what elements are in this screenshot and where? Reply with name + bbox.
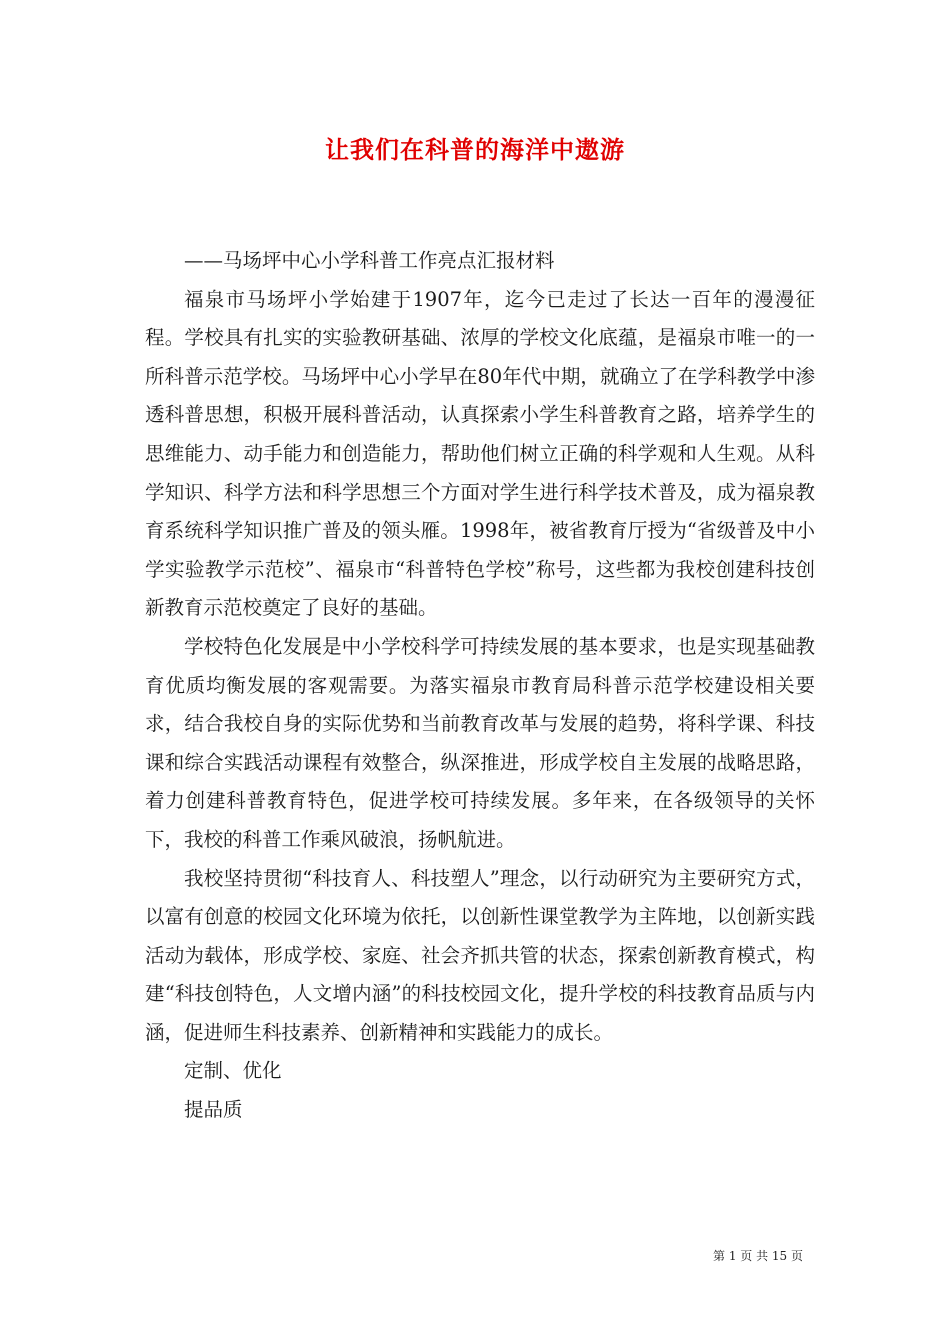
document-body	[145, 242, 815, 1130]
paragraph-1: 福泉市马场坪小学始建于1907年，迄今已走过了长达一百年的漫漫征程。学校具有扎实的实验教研基础、浓厚的学校文化底蕴，是福泉市唯一的一所科普示范学校。马场坪中心小学早在80年代中期，就确立了在学科教学中渗透科普思想，积极开展科普活动，认真探索小学生科普教育之路，培养学生的思维能力、动手能力和创造能力，帮助他们树立正确的科学观和人生观。从科学知识、科学方法和科学思想三个方面对学生进行科学技术普及，成为福泉教育系统科学知识推广普及的领头雁。1998年，被省教育厅授为“省级普及中小学实验教学示范校”、福泉市“科普特色学校”称号，这些都为我校创建科技创新教育示范校奠定了良好的基础。	[145, 287, 815, 620]
paragraph-4: 定制、优化	[184, 1059, 282, 1083]
paragraph-2: 学校特色化发展是中小学校科学可持续发展的基本要求，也是实现基础教育优质均衡发展的客观需要。为落实福泉市教育局科普示范学校建设相关要求，结合我校自身的实际优势和当前教育改革与发展的趋势，将科学课、科技课和综合实践活动课程有效整合，纵深推进，形成学校自主发展的战略思路，着力创建科普教育特色，促进学校可持续发展。多年来，在各级领导的关怀下，我校的科普工作乘风破浪，扬帆航进。	[145, 634, 815, 851]
document-title: 让我们在科普的海洋中遨游	[325, 135, 625, 164]
subtitle-line: ——马场坪中心小学科普工作亮点汇报材料	[184, 249, 555, 272]
page-number-footer: 第 1 页 共 15 页	[713, 1249, 803, 1263]
paragraph-5: 提品质	[184, 1098, 243, 1122]
paragraph-3: 我校坚持贯彻“科技育人、科技塑人”理念，以行动研究为主要研究方式，以富有创意的校园文化环境为依托，以创新性课堂教学为主阵地，以创新实践活动为载体，形成学校、家庭、社会齐抓共管的状态，探索创新教育模式，构建“科技创特色，人文增内涵”的科技校园文化，提升学校的科技教育品质与内涵，促进师生科技素养、创新精神和实践能力的成长。	[145, 866, 815, 1044]
